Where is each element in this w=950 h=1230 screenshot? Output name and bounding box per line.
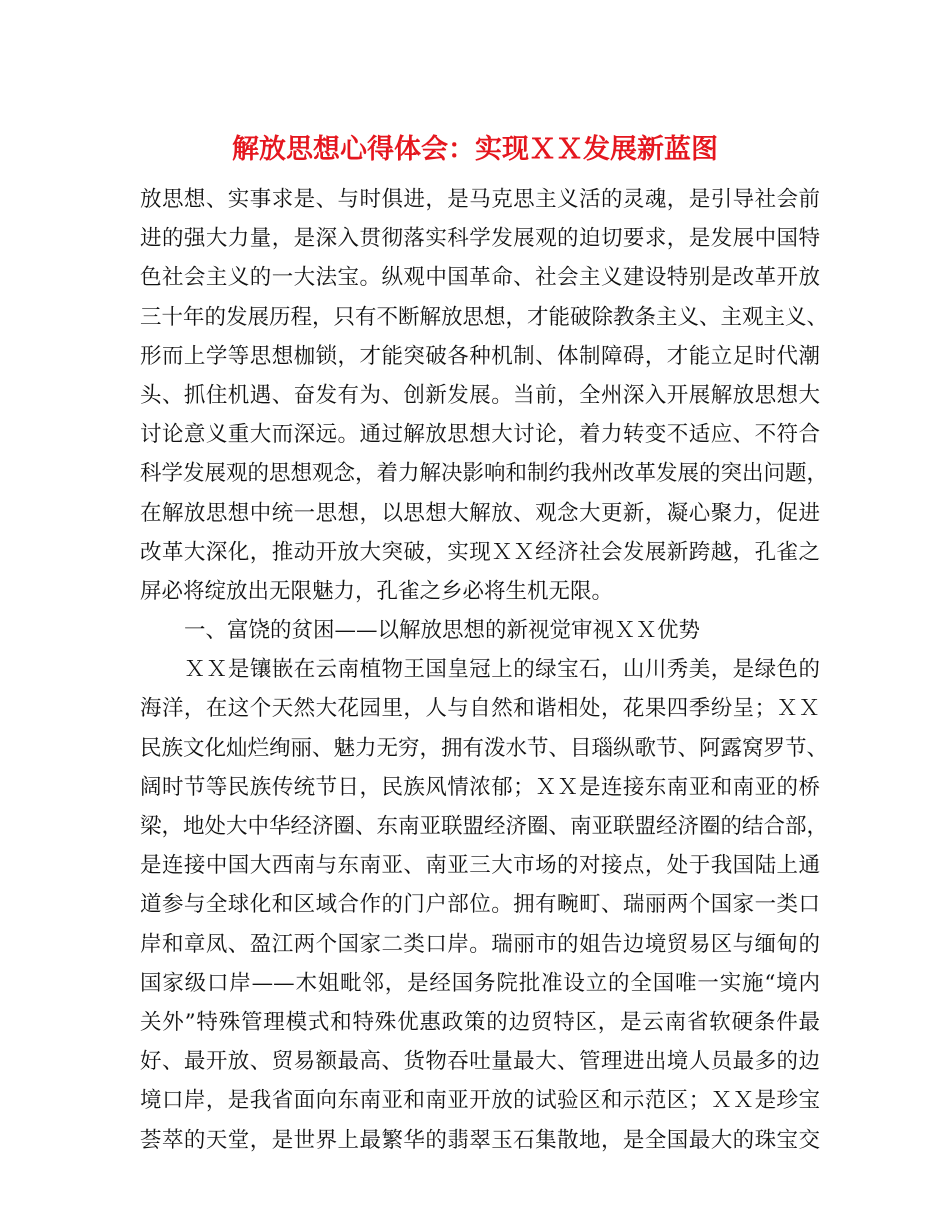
text-line: 进的强大力量，是深入贯彻落实科学发展观的迫切要求，是发展中国特: [140, 226, 820, 252]
text-line: 放思想、实事求是、与时俱进，是马克思主义活的灵魂，是引导社会前: [140, 187, 820, 212]
paragraph-advantages: [140, 650, 829, 1159]
text-line: 道参与全球化和区域合作的门户部位。拥有畹町、瑞丽两个国家一类口: [140, 892, 820, 918]
text-line: 荟萃的天堂，是世界上最繁华的翡翠玉石集散地，是全国最大的珠宝交: [140, 1127, 820, 1153]
text-line: 头、抓住机遇、奋发有为、创新发展。当前，全州深入开展解放思想大: [140, 382, 820, 408]
paragraph-intro: [140, 180, 829, 611]
text-line: 改革大深化，推动开放大突破，实现ＸＸ经济社会发展新跨越，孔雀之: [140, 539, 820, 565]
text-line: 色社会主义的一大法宝。纵观中国革命、社会主义建设特别是改革开放: [140, 265, 820, 291]
text-line: 境口岸，是我省面向东南亚和南亚开放的试验区和示范区；ＸＸ是珍宝: [140, 1088, 820, 1114]
text-line: 岸和章凤、盈江两个国家二类口岸。瑞丽市的姐告边境贸易区与缅甸的: [140, 931, 820, 957]
text-line: 讨论意义重大而深远。通过解放思想大讨论，着力转变不适应、不符合: [140, 422, 820, 448]
text-line: 三十年的发展历程，只有不断解放思想，才能破除教条主义、主观主义、: [140, 304, 829, 330]
document-title: 解放思想心得体会：实现ＸＸ发展新蓝图: [232, 134, 718, 165]
text-line: 海洋，在这个天然大花园里，人与自然和谐相处，花果四季纷呈；ＸＸ: [140, 696, 820, 722]
text-line: 梁，地处大中华经济圈、东南亚联盟经济圈、南亚联盟经济圈的结合部，: [140, 814, 829, 839]
document-body: [140, 180, 829, 1160]
heading-line: 一、富饶的贫困——以解放思想的新视觉审视ＸＸ优势: [184, 618, 701, 644]
text-line: 是连接中国大西南与东南亚、南亚三大市场的对接点，处于我国陆上通: [140, 853, 820, 879]
text-line: 好、最开放、贸易额最高、货物吞吐量最大、管理进出境人员最多的边: [140, 1049, 820, 1075]
text-line: ＸＸ是镶嵌在云南植物王国皇冠上的绿宝石，山川秀美，是绿色的: [184, 657, 820, 683]
text-line: 阔时节等民族传统节日，民族风情浓郁；ＸＸ是连接东南亚和南亚的桥: [140, 774, 820, 800]
text-line: 民族文化灿烂绚丽、魅力无穷，拥有泼水节、目瑙纵歌节、阿露窝罗节、: [140, 735, 829, 761]
text-line: 形而上学等思想枷锁，才能突破各种机制、体制障碍，才能立足时代潮: [140, 343, 820, 369]
text-line: 国家级口岸——木姐毗邻，是经国务院批准设立的全国唯一实施“境内: [140, 970, 820, 996]
text-line: 在解放思想中统一思想，以思想大解放、观念大更新，凝心聚力，促进: [140, 500, 820, 526]
text-line: 屏必将绽放出无限魅力，孔雀之乡必将生机无限。: [140, 578, 614, 604]
text-line: 科学发展观的思想观念，着力解决影响和制约我州改革发展的突出问题，: [140, 461, 829, 487]
text-line: 关外”特殊管理模式和特殊优惠政策的边贸特区，是云南省软硬条件最: [140, 1009, 820, 1035]
section-heading: [140, 611, 820, 650]
